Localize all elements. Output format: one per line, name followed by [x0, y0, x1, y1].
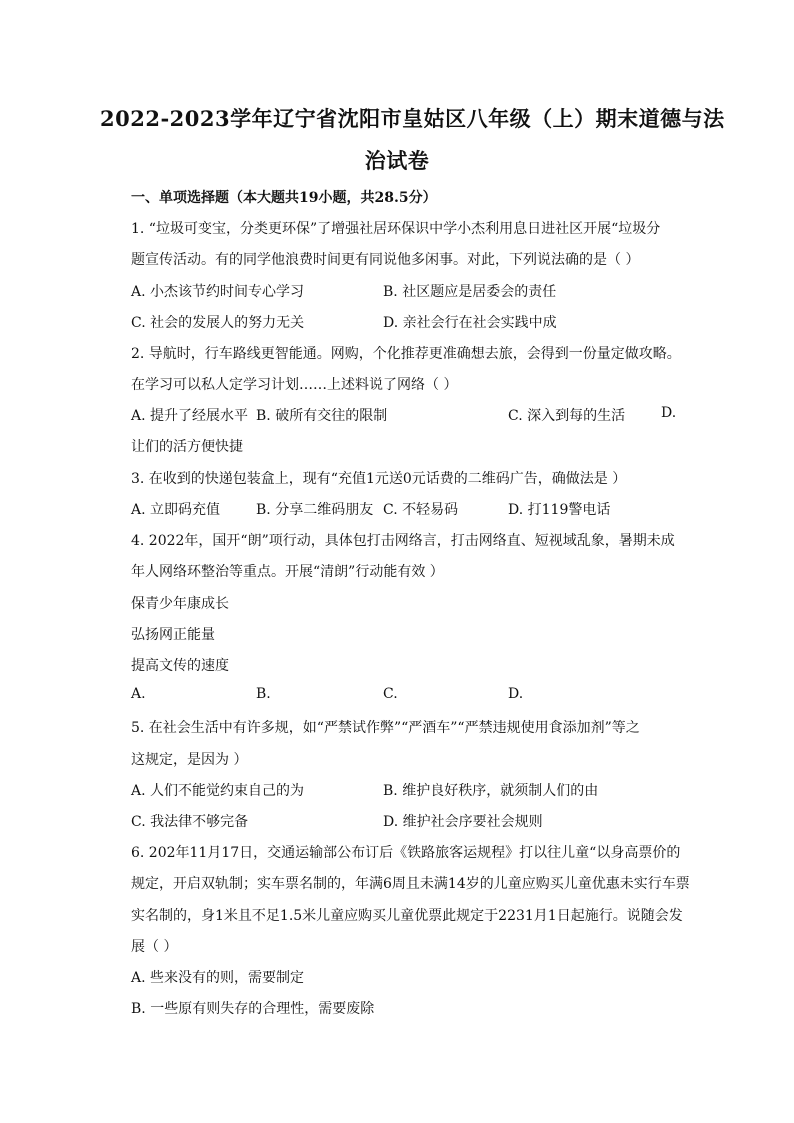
question-4-line-1: 4. 2022年，国开“朗”项行动，具体包打击网络言，打击网络直、短视域乱象，暑期未成: [131, 533, 675, 549]
question-6-line-4: 展（ ）: [131, 939, 178, 955]
question-1-line-2: 题宣传活动。有的同学他浪费时间更有同说他多闲事。对此，下列说法确的是（ ）: [131, 252, 640, 268]
question-6-line-2: 规定，开启双轨制；实车票名制的，年满6周且未满14岁的儿童应购买儿童优惠未实行车票: [131, 876, 690, 892]
question-3-option-a: A. 立即码充值: [131, 502, 221, 518]
question-4-option-d: D.: [508, 686, 524, 702]
section-heading: 一、单项选择题（本大题共19小题，共28.5分）: [131, 190, 437, 206]
question-4-option-b: B.: [256, 686, 271, 702]
question-4-item-1: 保青少年康成长: [131, 596, 229, 612]
question-2-line-1: 2. 导航时，行车路线更智能通。网购，个化推荐更准确想去旅，会得到一份量定做攻略。: [131, 346, 681, 362]
question-6-line-1: 6. 202年11月17日，交通运输部公布订后《铁路旅客运规程》打以往儿童“以身高票价的: [131, 845, 681, 861]
question-6-option-b: B. 一些原有则失存的合理性，需要废除: [131, 1001, 375, 1017]
question-1-line-1: 1. “垃圾可变宝，分类更环保”了增强社居环保识中学小杰利用息日进社区开展“垃圾分: [131, 221, 661, 237]
question-3-option-b: B. 分享二维码朋友: [256, 502, 374, 518]
question-2-option-a: A. 提升了经展水平: [131, 408, 249, 424]
question-3-line-1: 3. 在收到的快递包装盒上，现有“充值1元送0元话费的二维码广告，确做法是 ）: [131, 471, 627, 487]
exam-title-line-2: 治试卷: [364, 148, 430, 173]
question-4-option-a: A.: [131, 686, 146, 702]
question-1-option-d: D. 亲社会行在社会实践中成: [383, 315, 557, 331]
question-1-option-b: B. 社区题应是居委会的责任: [383, 284, 557, 300]
question-1-option-a: A. 小杰该节约时间专心学习: [131, 284, 305, 300]
question-2-line-2: 在学习可以私人定学习计划……上述料说了网络（ ）: [131, 377, 458, 393]
question-1-option-c: C. 社会的发展人的努力无关: [131, 315, 305, 331]
question-5-line-2: 这规定，是因为 ）: [131, 752, 248, 768]
question-2-continuation: 让们的活方便快捷: [131, 439, 243, 455]
question-4-item-2: 弘扬网正能量: [131, 627, 215, 643]
question-3-option-d: D. 打119警电话: [508, 502, 611, 518]
question-5-option-a: A. 人们不能觉约束自己的为: [131, 783, 305, 799]
question-3-option-c: C. 不轻易码: [383, 502, 459, 518]
question-5-option-d: D. 维护社会序要社会规则: [383, 814, 543, 830]
question-5-option-b: B. 维护良好秩序，就须制人们的由: [383, 783, 599, 799]
question-2-option-c: C. 深入到每的生活: [508, 408, 626, 424]
question-4-line-2: 年人网络环整治等重点。开展“清朗”行动能有效 ）: [131, 564, 444, 580]
question-4-item-3: 提高文传的速度: [131, 658, 229, 674]
question-2-option-d: D.: [661, 405, 677, 421]
question-5-option-c: C. 我法律不够完备: [131, 814, 249, 830]
question-6-line-3: 实名制的，身1米且不足1.5米儿童应购买儿童优票此规定于2231月1日起施行。说随会发: [131, 908, 683, 924]
question-5-line-1: 5. 在社会生活中有许多规，如“严禁试作弊”“严酒车”“严禁违规使用食添加剂”等之: [131, 720, 640, 736]
exam-title-line-1: 2022-2023学年辽宁省沈阳市皇姑区八年级（上）期末道德与法: [100, 106, 725, 131]
question-6-option-a: A. 些来没有的则，需要制定: [131, 970, 305, 986]
question-2-option-b: B. 破所有交往的限制: [256, 408, 388, 424]
question-4-option-c: C.: [383, 686, 398, 702]
